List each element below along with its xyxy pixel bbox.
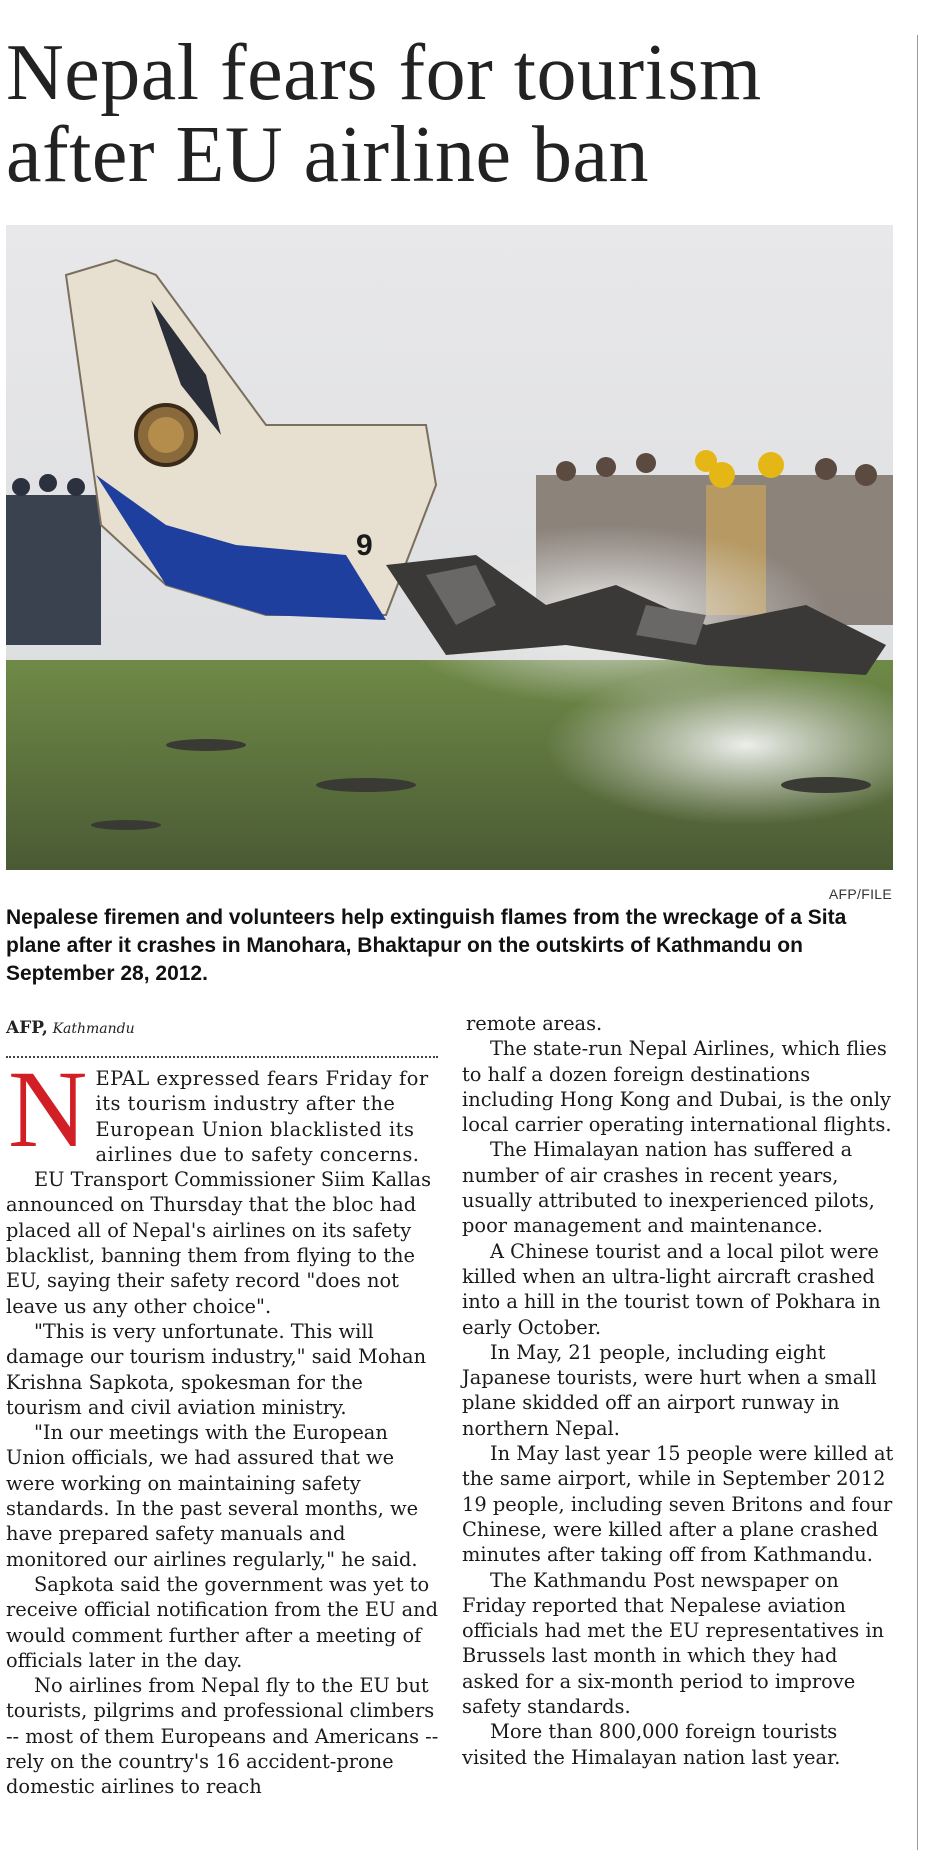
byline-agency: AFP, (6, 1018, 48, 1038)
left-crowd (6, 474, 101, 645)
body-paragraph: The Himalayan nation has suffered a number of air crashes in recent years, usually attributed to inexperienced pilots, poor management and maintenance. (462, 1138, 875, 1238)
drop-cap: N (8, 1048, 88, 1170)
headline: Nepal fears for tourism after EU airline ban (6, 29, 762, 199)
photo-credit: AFP/FILE (828, 886, 892, 902)
wreckage-illustration (6, 225, 893, 870)
body-paragraph: The state-run Nepal Airlines, which flies to half a dozen foreign destinations including Hong Kong and Dubai, is the only local carrier operating international flights. (462, 1037, 892, 1137)
body-paragraph: More than 800,000 foreign tourists visited the Himalayan nation last year. (462, 1720, 841, 1769)
body-paragraph: No airlines from Nepal fly to the EU but tourists, pilgrims and professional climbers -- most of them Europeans and Americans -- rely on the country's 16 accident-prone domestic airlines to reach (6, 1674, 439, 1799)
body-paragraph: In May last year 15 people were killed at the same airport, while in September 2012 19 people, including seven Britons and four Chinese, were killed after a plane crashed minutes after taking off from Kathmandu. (462, 1442, 894, 1567)
byline (6, 1018, 135, 1038)
body-paragraph: In May, 21 people, including eight Japanese tourists, were hurt when a small plane skidded off an airport runway in northern Nepal. (462, 1340, 877, 1440)
body-paragraph: EU Transport Commissioner Siim Kallas announced on Thursday that the bloc had placed all of Nepal's airlines on its safety blacklist, banning them from flying to the EU, saying their safety record "does not leave us any other choice". (6, 1168, 432, 1318)
body-paragraph: Sapkota said the government was yet to receive official notification from the EU and would comment further after a meeting of officials later in the day. (6, 1572, 439, 1672)
body-paragraph: "In our meetings with the European Union officials, we had assured that we were working on maintaining safety standards. In the past several months, we have prepared safety manuals and monitored our airlines regularly," he said. (6, 1421, 419, 1571)
lead-text: EPAL expressed fears Friday for its tourism industry after the European Union blacklisted its airlines due to safety concerns. (95, 1067, 429, 1166)
body-paragraph: A Chinese tourist and a local pilot were killed when an ultra-light aircraft crashed into a hill in the tourist town of Pokhara in early October. (462, 1239, 881, 1339)
body-column-1 (6, 1048, 442, 1800)
body-paragraph: The Kathmandu Post newspaper on Friday reported that Nepalese aviation officials had met the EU representatives in Brussels last month in which they had asked for a six-month period to improve safety standards. (462, 1568, 885, 1719)
continuation-text: remote areas. (466, 1012, 603, 1035)
photo-caption: Nepalese firemen and volunteers help extinguish flames from the wreckage of a Sita plane after it crashes in Manohara, Bhaktapur on the outskirts of Kathmandu on September 28, 2012. (6, 906, 847, 985)
body-column-2 (462, 1011, 894, 1770)
crash-photo (6, 225, 893, 870)
byline-place: Kathmandu (52, 1021, 135, 1037)
tail-number: 9 (356, 529, 373, 562)
column-rule (917, 35, 918, 1850)
body-paragraph: "This is very unfortunate. This will damage our tourism industry," said Mohan Krishna Sapkota, spokesman for the tourism and civil aviation ministry. (6, 1319, 427, 1419)
lead-paragraph (6, 1048, 442, 1170)
